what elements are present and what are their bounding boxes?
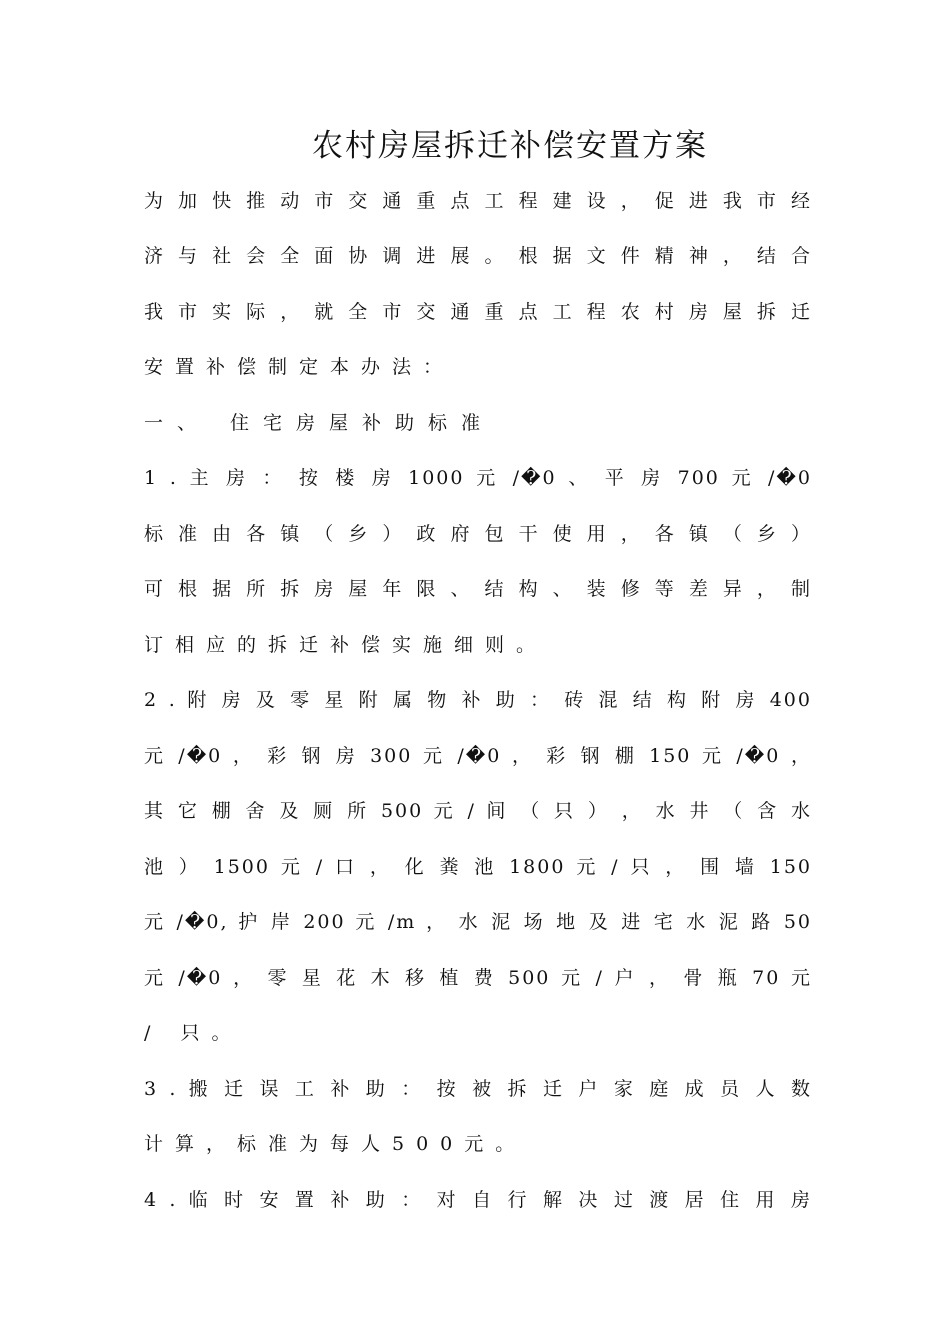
body-line: 2 . 附 房 及 零 星 附 属 物 补 助 ： 砖 混 结 构 附 房 400 [144,689,812,711]
body-line: 元 /�0, 护 岸 200 元 /m ， 水 泥 场 地 及 进 宅 水 泥 路 50 [144,911,812,933]
body-line: 为 加 快 推 动 市 交 通 重 点 工 程 建 设 ， 促 进 我 市 经 [144,190,812,212]
body-line: 订相应的拆迁补偿实施细则。 [144,634,548,656]
body-line: 我 市 实 际 ， 就 全 市 交 通 重 点 工 程 农 村 房 屋 拆 迁 [144,301,812,323]
body-line: 元 /�0 ， 零 星 花 木 移 植 费 500 元 / 户 ， 骨 瓶 70 元 [144,967,812,989]
body-line: 可 根 据 所 拆 房 屋 年 限 、 结 构 、 装 修 等 差 异 ， 制 [144,578,812,600]
body-line: 1 . 主 房 ： 按 楼 房 1000 元 /�0 、 平 房 700 元 /�0 [144,467,812,489]
document-title: 农村房屋拆迁补偿安置方案 [312,128,708,164]
body-line: 元 /�0 ， 彩 钢 房 300 元 /�0 ， 彩 钢 棚 150 元 /�0 ， [144,745,812,767]
body-line: 4 . 临 时 安 置 补 助 ： 对 自 行 解 决 过 渡 居 住 用 房 [144,1189,812,1211]
body-line: 3 . 搬 迁 误 工 补 助 ： 按 被 拆 迁 户 家 庭 成 员 人 数 [144,1078,812,1100]
body-line: 其 它 棚 舍 及 厕 所 500 元 / 间 （ 只 ） ， 水 井 （ 含 水 [144,800,812,822]
body-line: 池 ） 1500 元 / 口 ， 化 粪 池 1800 元 / 只 ， 围 墙 150 [144,856,812,878]
body-line: 标 准 由 各 镇 （ 乡 ） 政 府 包 干 使 用 ， 各 镇 （ 乡 ） [144,523,812,545]
body-line: 安置补偿制定本办法： [144,356,455,378]
section-heading: 一、 住宅房屋补助标准 [144,412,495,434]
body-line: 计算，标准为每人500元。 [144,1133,527,1155]
body-line: 济 与 社 会 全 面 协 调 进 展 。 根 据 文 件 精 神 ， 结 合 [144,245,812,267]
body-line: / 只。 [144,1022,243,1044]
